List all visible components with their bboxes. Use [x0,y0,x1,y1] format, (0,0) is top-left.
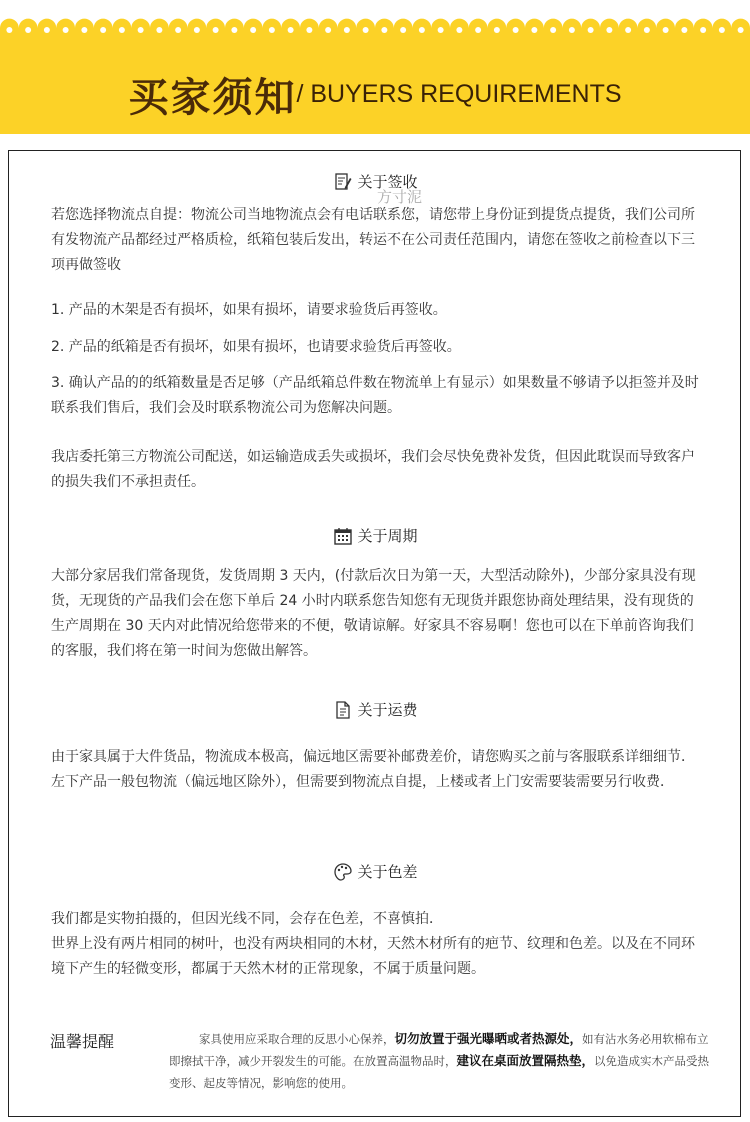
watermark: 方寸泥 [377,188,423,206]
scallop-dot [681,27,687,33]
cycle-paragraph: 大部分家居我们常备现货，发货周期 3 天内，(付款后次日为第一天，大型活动除外)，少部分家具没有现货，无现货的产品我们会在您下单后 24 小时内联系您告知您有无现货并跟您协商处理结果，没有现货的生产周期在 30 天内对此情况给您带来的不便，敬请谅解。好家具不容易啊！您也可以在下单前咨询我们的客服，我们将在第一时间为您做出解答。 [51,568,696,659]
scallop-dot [138,27,144,33]
calendar-icon [333,526,353,546]
scalloped-border [0,0,750,60]
scallop-dot [100,27,106,33]
scallop-dot [700,27,706,33]
scallop-dot [606,27,612,33]
notice-box [8,150,741,1117]
scallop-dot [306,27,312,33]
scallop-dot [288,27,294,33]
scallop-dot [231,27,237,33]
scallop-dot [194,27,200,33]
section-title-cycle: 关于周期 [9,525,742,546]
scallop-dot [25,27,31,33]
scallop-dot [456,27,462,33]
scallop-dot [6,27,12,33]
scallop-dot [419,27,425,33]
color-paragraph-2: 世界上没有两片相同的树叶，也没有两块相同的木材，天然木材所有的疤节、纹理和色差。以及在不同环境下产生的轻微变形，都属于天然木材的正常现象，不属于质量问题。 [51,936,695,977]
scallop-dot [475,27,481,33]
shipping-paragraph: 由于家具属于大件货品，物流成本极高，偏远地区需要补邮费差价，请您购买之前与客服联系详细细节．左下产品一般包物流（偏远地区除外），但需要到物流点自提，上楼或者上门安需要装需要另行收费． [51,749,695,790]
scallop-dot [156,27,162,33]
scallop-dot [531,27,537,33]
scallop-dot [513,27,519,33]
scallop-dot [625,27,631,33]
scallop-dot [569,27,575,33]
section-title-color: 关于色差 [9,861,742,882]
scallop-dot [325,27,331,33]
scallop-dot [719,27,725,33]
signature-icon [333,172,353,192]
scallop-dot [213,27,219,33]
scallop-dot [175,27,181,33]
reminder-text: 家具使用应采取合理的反思小心保养，切勿放置于强光曝晒或者热源处，如有沾水务必用软棉布立即擦拭干净，减少开裂发生的可能。在放置高温物品时，建议在桌面放置隔热垫，以免造成实木产品受热变形、起皮等情况，影响您的使用。 [169,1031,710,1090]
scallop-dot [81,27,87,33]
title-english: / BUYERS REQUIREMENTS [296,80,622,108]
scallop-dot [438,27,444,33]
color-paragraph-1: 我们都是实物拍摄的，但因光线不同，会存在色差，不喜慎拍． [51,911,443,927]
title-chinese: 买家须知 [128,75,297,121]
signing-paragraph-2: 我店委托第三方物流公司配送，如运输造成丢失或损坏，我们会尽快免费补发货，但因此耽误而导致客户的损失我们不承担责任。 [51,449,695,490]
color-palette-icon [333,862,353,882]
scallop-dot [269,27,275,33]
section-title-signing: 关于签收 [9,171,742,192]
scallop-dot [44,27,50,33]
page-title [0,66,750,126]
document-icon [333,700,353,720]
scallop-dot [400,27,406,33]
reminder-label: 温馨提醒 [50,1032,115,1051]
signing-paragraph-1: 若您选择物流点自提：物流公司当地物流点会有电话联系您，请您带上身份证到提货点提货，我们公司所有发物流产品都经过严格质检，纸箱包装后发出，转运不在公司责任范围内，请您在签收之前检查以下三项再做签收 [51,207,695,273]
scallop-dot [344,27,350,33]
scallop-dot [119,27,125,33]
scallop-dot [550,27,556,33]
scallop-dot [381,27,387,33]
signing-item-3: 3. 确认产品的的纸箱数量是否足够（产品纸箱总件数在物流单上有显示）如果数量不够请予以拒签并及时联系我们售后，我们会及时联系物流公司为您解决问题。 [51,375,699,416]
signing-item-2: 2. 产品的纸箱是否有损坏，如果有损坏，也请要求验货后再签收。 [51,339,461,355]
scallop-dot [363,27,369,33]
scallop-dot [494,27,500,33]
scallop-dot [63,27,69,33]
scallop-dot [738,27,744,33]
scallop-dot [663,27,669,33]
scallop-dot [644,27,650,33]
scallop-dot [250,27,256,33]
scallop-dot [588,27,594,33]
section-title-shipping: 关于运费 [9,699,742,720]
header-banner [0,0,750,134]
signing-item-1: 1. 产品的木架是否有损坏，如果有损坏，请要求验货后再签收。 [51,302,447,318]
